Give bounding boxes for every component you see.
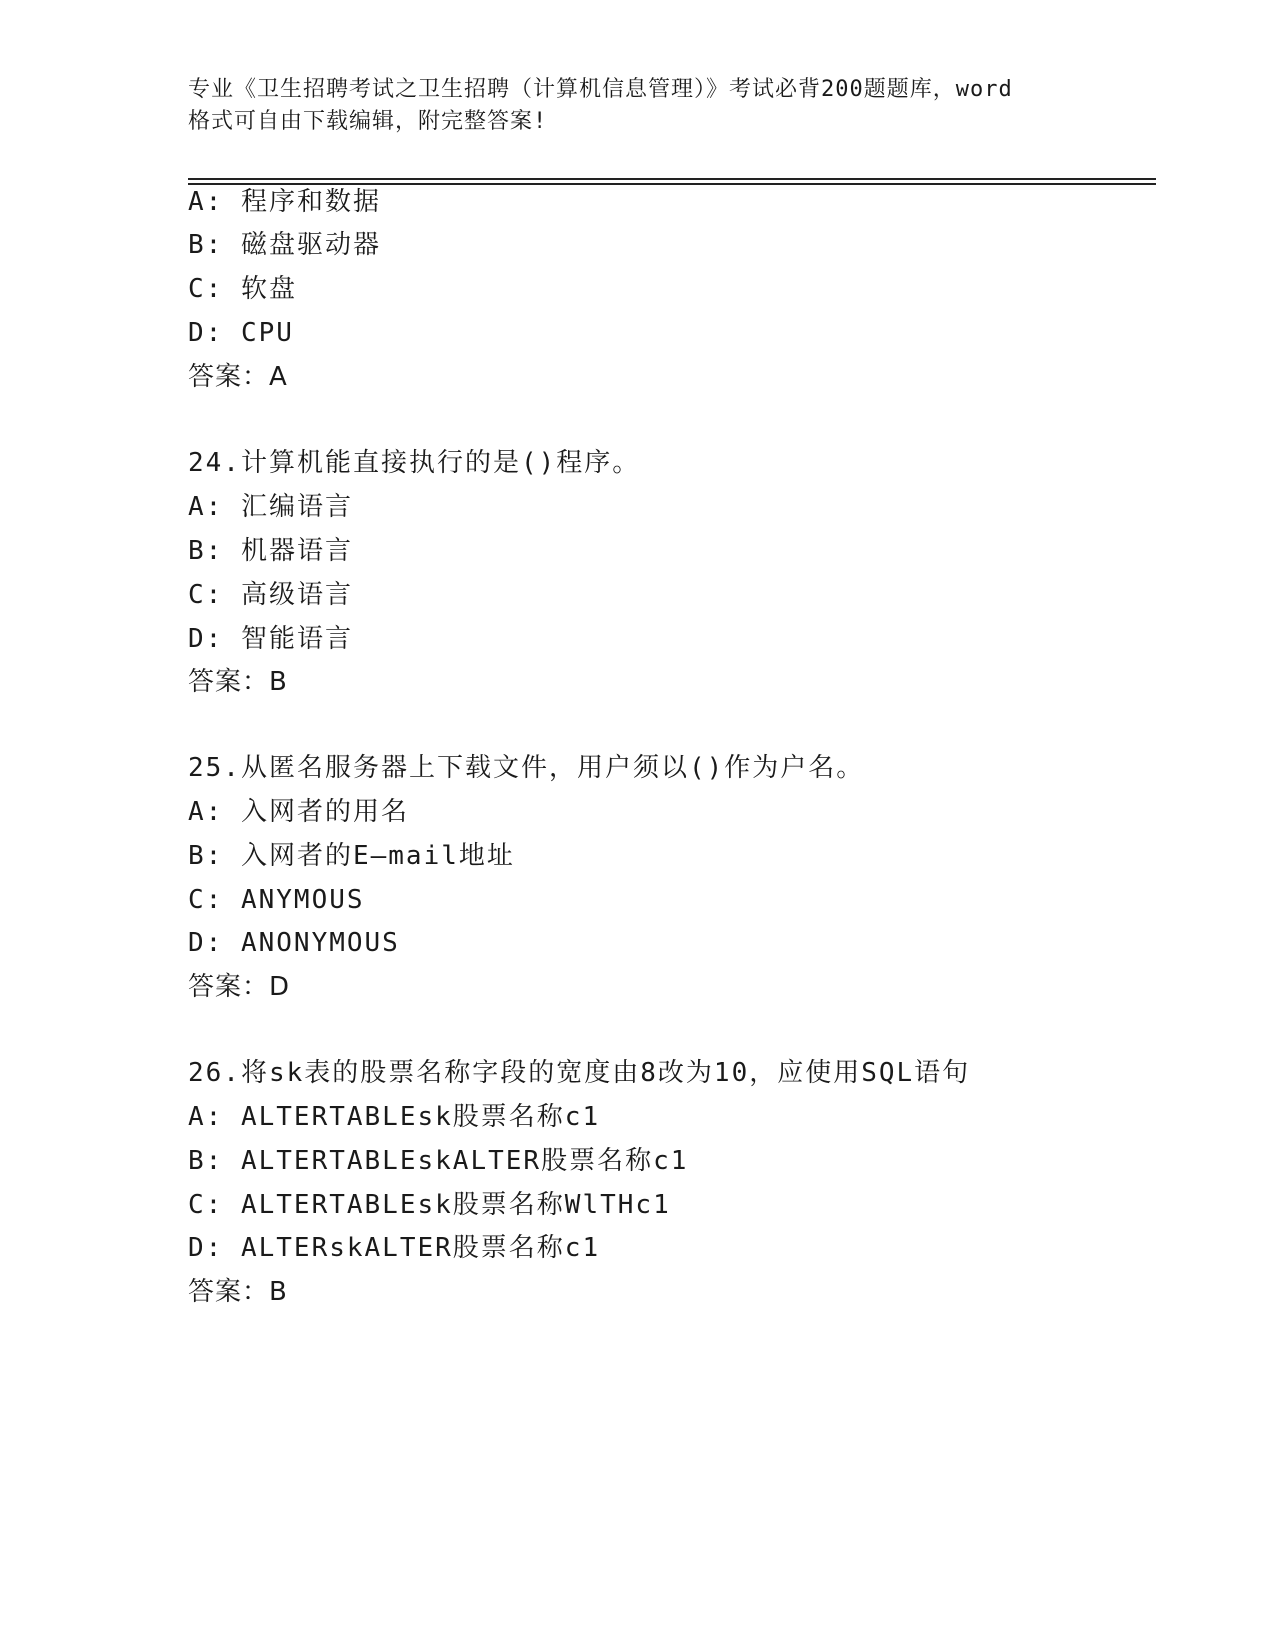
q24-option-c: C: 高级语言 (188, 580, 353, 610)
document-header (188, 74, 1088, 138)
q23-option-d: D: CPU (188, 318, 294, 348)
q26-option-a: A: ALTERTABLEsk股票名称c1 (188, 1102, 601, 1132)
q23-option-c: C: 软盘 (188, 274, 297, 304)
q25-option-a: A: 入网者的用名 (188, 797, 409, 827)
q25-answer: 答案：D (188, 972, 291, 1002)
q25-option-d: D: ANONYMOUS (188, 928, 400, 958)
q25-option-c: C: ANYMOUS (188, 885, 365, 915)
q26-answer: 答案：B (188, 1277, 288, 1307)
q24-option-a: A: 汇编语言 (188, 492, 353, 522)
q26-option-b: B: ALTERTABLEskALTER股票名称c1 (188, 1146, 689, 1176)
q24-option-b: B: 机器语言 (188, 536, 353, 566)
q26-option-c: C: ALTERTABLEsk股票名称WlTHc1 (188, 1190, 671, 1220)
q26-question: 26.将sk表的股票名称字段的宽度由8改为10，应使用SQL语句 (188, 1058, 971, 1088)
q24-option-d: D: 智能语言 (188, 624, 353, 654)
header-divider-top (188, 178, 1156, 180)
q24-question: 24.计算机能直接执行的是()程序。 (188, 448, 641, 478)
q26-option-d: D: ALTERskALTER股票名称c1 (188, 1233, 601, 1263)
q25-question: 25.从匿名服务器上下载文件，用户须以()作为户名。 (188, 753, 865, 783)
q25-option-b: B: 入网者的E—mail地址 (188, 841, 515, 871)
header-line-2: 格式可自由下载编辑，附完整答案! (188, 109, 548, 134)
header-line-1: 专业《卫生招聘考试之卫生招聘（计算机信息管理）》考试必背200题题库，word (188, 77, 1013, 102)
q23-option-b: B: 磁盘驱动器 (188, 230, 381, 260)
q24-answer: 答案：B (188, 667, 288, 697)
q23-answer: 答案：A (188, 362, 288, 392)
header-divider-bottom (188, 183, 1156, 185)
q23-option-a: A: 程序和数据 (188, 187, 381, 217)
